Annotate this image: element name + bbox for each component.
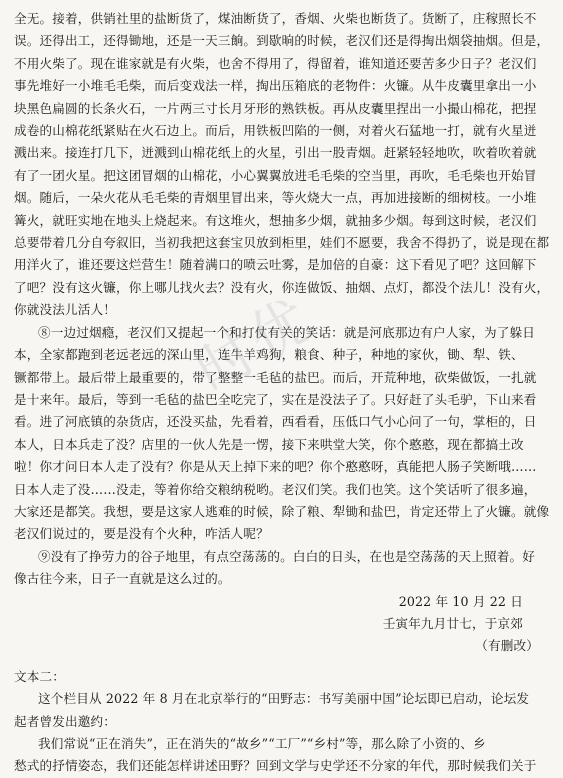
text-line: 误。还得出工，还得锄地，还是一天三餉。到歇晌的时候，老汉们还是得掏出烟袋抽烟。但是， bbox=[14, 33, 549, 49]
text-line: 了吧？没有这火镰，你上哪儿找火去？没有火，你连做饭、抽烟、点灯，都没个法儿！没有火， bbox=[14, 279, 549, 295]
text-line: 用洋火了，谁还要这烂营生！随着满口的喷云吐雾，是加倍的自豪：这下看见了吧？这回解下 bbox=[14, 257, 537, 273]
watermark: 时优 bbox=[183, 283, 326, 405]
text-line: 老汉们说过的，要是没有个火种，咋活人呢？ bbox=[14, 526, 269, 542]
text-line: 像古往今来，日子一直就是这么过的。 bbox=[14, 571, 231, 587]
text-line: 本人，日本兵走了没？店里的一伙人先是一愣，接下来哄堂大笑，你个憨憨，现在都搞土改 bbox=[14, 436, 524, 452]
text-line: 块黑色扁圆的长条火石，一片两三寸长月牙形的熟铁板。再从皮囊里捏出一小撮山棉花，把捏 bbox=[14, 100, 537, 116]
revision-note: （有删改） bbox=[475, 638, 539, 654]
text-line: 全无。接着，供销社里的盐断货了，煤油断货了，香烟、火柴也断货了。货断了，庄稼照长不 bbox=[14, 11, 537, 26]
text-line: 大家还是都笑。我想，要是这家人逃难的时候，除了粮、犁锄和盐巴，肯定还带上了火镰。就像 bbox=[14, 503, 549, 519]
text-line: 溅出来。接连打几下，迸溅到山棉花纸上的火星，引出一股青烟。赶紧轻轻地吹，吹着吹着就 bbox=[14, 145, 537, 161]
text-line: 本，全家都跑到老远老远的深山里，连牛羊鸡狗，粮食、种子，种地的家伙，锄、犁、铁、 bbox=[14, 347, 524, 363]
text-line: 成卷的山棉花纸紧贴在火石边上。而后，用铁板凹陷的一侧，对着火石猛地一打，就有火星迸 bbox=[14, 123, 537, 139]
text-line: ⑧一边过烟瘾，老汉们又提起一个和打仗有关的笑话：就是河底那边有户人家，为了躲日 bbox=[38, 324, 536, 340]
text-line: 烟。随后，一朵火花从毛毛柴的青烟里冒出来，等火烧大一点，再加进接断的细树枝。一小堆 bbox=[14, 190, 537, 206]
text-line: 不用火柴了。现在谁家就是有火柴，也舍不得用了，得留着，谁知道还要苦多少日子？老汉们 bbox=[14, 55, 537, 71]
text-line: 总要带着几分自夸叙旧，当初我把这套宝贝放到柜里，娃们不愿要，我舍不得扔了，说是现在都 bbox=[14, 235, 549, 251]
text-line: 啦！你才问日本人走了没有？你是从天上掉下来的吧？你个憨憨呀，真能把人肠子笑断哦…… bbox=[14, 459, 537, 475]
text-line: 日本人走了没……没走，等着你给交粮纳税哟。老汉们笑。我们也笑。这个笑话听了很多遍， bbox=[14, 481, 537, 497]
text-line: ⑨没有了挣劳力的谷子地里，有点空荡荡的。白白的日头，在也是空荡荡的天上照着。好 bbox=[38, 548, 536, 564]
signature-line: 壬寅年九月廿七，于京郊 bbox=[382, 615, 523, 631]
text-line: 起者曾发出邀约： bbox=[14, 713, 116, 729]
text-line: 事先堆好一小堆毛毛柴，而后变戏法一样，掏出压箱底的老物件：火镰。从牛皮囊里拿出一小 bbox=[14, 78, 537, 94]
text-line: 我们常说“正在消失”，正在消失的“故乡”“工厂”“乡村”等，那么除了小资的、乡 bbox=[38, 736, 486, 751]
text-two-body bbox=[14, 688, 549, 778]
text-line: 你就没法儿活人！ bbox=[14, 302, 116, 318]
text-line: 这个栏目从 2022 年 8 月在北京举行的“田野志：书写美丽中国”论坛即已启动，论坛发 bbox=[38, 691, 530, 707]
text-line: 是十来年。最后，等到一毛毡的盐巴全吃完了，实在是没法子了。只好赶了头毛驴，下山来看 bbox=[14, 391, 537, 407]
text-one-body bbox=[14, 8, 549, 591]
text-line: 看。进了河底镇的杂货店，还没买盐，先看着，西看看，压低口气小心问了一句，掌柜的，日 bbox=[14, 414, 537, 430]
text-line: 篝火，就旺实地在地头上烧起来。有这堆火，想抽多少烟，就抽多少烟。每到这时候，老汉们 bbox=[14, 212, 537, 228]
text-line: 愁式的抒情姿态，我们还能怎样讲述田野？回到文学与史学还不分家的年代，那时候我们关于 bbox=[14, 758, 537, 774]
section-title: 文本二： bbox=[14, 668, 65, 684]
date-line: 2022 年 10 月 22 日 bbox=[398, 593, 523, 609]
text-line: 镢都带上。最后带上最重要的，带了整整一毛毡的盐巴。而后，开荒种地，砍柴做饭，一扎就 bbox=[14, 369, 537, 385]
text-line: 有了一团火星。把这团冒烟的山棉花，小心翼翼放进毛毛柴的空当里，再吹，毛毛柴也开始冒 bbox=[14, 167, 537, 183]
